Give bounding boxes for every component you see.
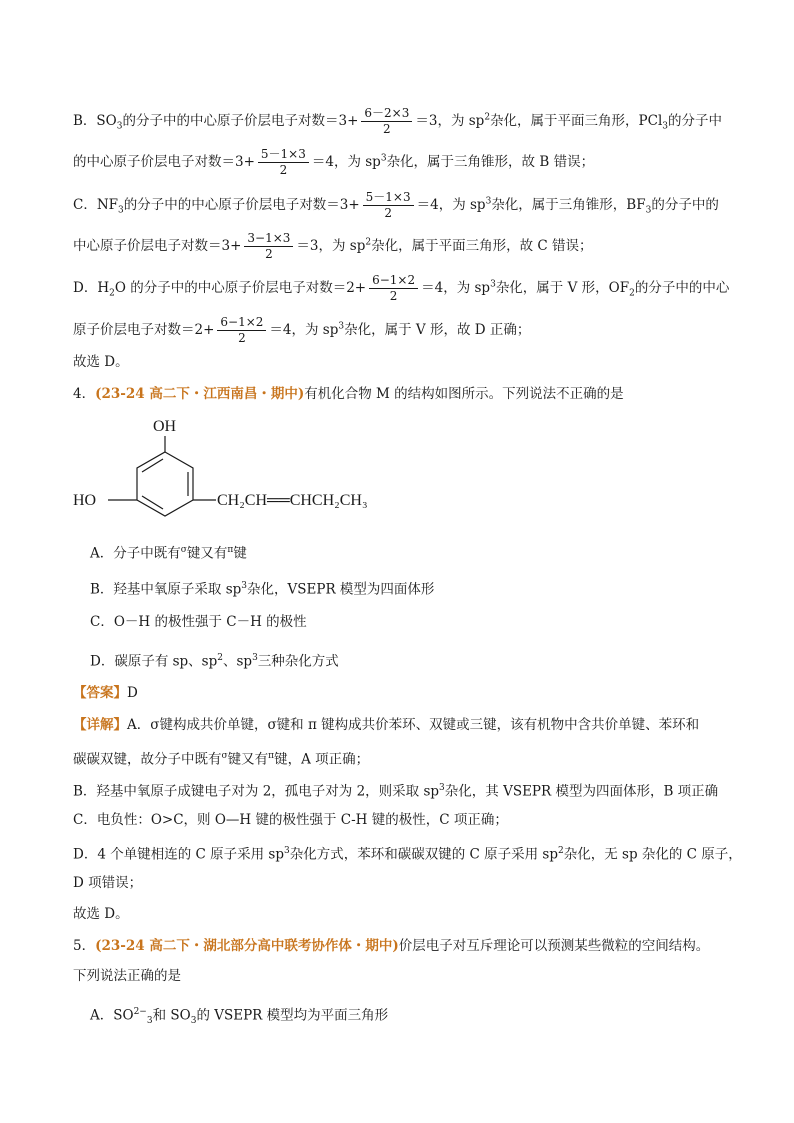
line-c1: C．$NF_3$的分子中的中心原子价层电子对数＝3+ $\frac{5-1\times 3}{2}$ ＝4，为 $sp^3$杂化，属于三角锥形，$BF_3$的分子中的: [73, 190, 719, 220]
explain-line-3: B．羟基中氧原子成键电子对为 2，孤电子对为 2，则采取 $sp^3$杂化，其 VSEPR 模型为四面体形，B 项正确: [73, 783, 719, 800]
source-tag: (23-24 高二下・江西南昌・期中): [95, 386, 305, 402]
fraction: $\frac{6-1\times 2}{2}$: [217, 315, 266, 346]
oh-left-label: HO: [73, 492, 97, 509]
explain-line-6: D 项错误；: [73, 875, 143, 891]
side-chain-label: CH₂CH══CHCH₂CH₃: [217, 492, 368, 509]
fraction: $\frac{6-1\times 2}{2}$: [369, 273, 418, 304]
fraction: $\frac{6-2\times 3}{2}$: [361, 106, 412, 137]
benzene-ring: [137, 452, 193, 516]
question-5: 5．(23-24 高二下・湖北部分高中联考协作体・期中)价层电子对互斥理论可以预测某些微粒的空间结构。: [73, 938, 710, 954]
option-4a: A．分子中既有$^\sigma$键又有$^\pi$键: [90, 545, 247, 562]
line-b1: B．$SO_3$的分子中的中心原子价层电子对数＝3+ $\frac{6-2\times 3}{2}$ ＝3，为 $sp^2$杂化，属于平面三角形，PCl$_3$的分子中: [73, 106, 723, 136]
answer-4-final: 故选 D。: [73, 906, 129, 922]
line-c2: 中心原子价层电子对数＝3+ $\frac{3-1\times 3}{2}$ ＝3，为 $sp^2$杂化，属于平面三角形，故 C 错误；: [73, 231, 593, 261]
line-b2: 的中心原子价层电子对数＝3+ $\frac{5-1\times 3}{2}$ ＝4，为 $sp^3$杂化，属于三角锥形，故 B 错误；: [73, 147, 595, 177]
explain-line-1: 【详解】A．σ键构成共价单键，σ键和 π 键构成共价苯环、双键或三键，该有机物中含共价单键、苯环和: [73, 717, 700, 733]
line-d2: 原子价层电子对数＝2+ $\frac{6-1\times 2}{2}$ ＝4，为 $sp^3$杂化，属于 V 形，故 D 正确；: [73, 315, 531, 345]
explain-line-4: C．电负性：O>C，则 O—H 键的极性强于 C-H 键的极性，C 项正确；: [73, 812, 508, 828]
fraction: $\frac{5-1\times 3}{2}$: [363, 190, 414, 221]
option-4c: C．O－H 的极性强于 C－H 的极性: [90, 614, 307, 630]
answer-line: 故选 D。: [73, 354, 129, 370]
question-4: 4．(23-24 高二下・江西南昌・期中)有机化合物 M 的结构如图所示。下列说法不正确的是: [73, 386, 624, 402]
molecule-structure: [70, 412, 410, 530]
explain-line-5: D．4 个单键相连的 C 原子采用 $sp^3$杂化方式，苯环和碳碳双键的 C 原子采用 $sp^2$杂化，无 sp 杂化的 C 原子，: [73, 846, 742, 863]
line-d1: D．$H_2O$ 的分子中的中心原子价层电子对数＝2+ $\frac{6-1\times 2}{2}$ ＝4，为 $sp^3$杂化，属于 V 形，$OF_2$的分子中的中心: [73, 273, 730, 303]
explain-line-2: 碳碳双键，故分子中既有$^\sigma$键又有$^\pi$键，A 项正确；: [73, 751, 370, 768]
question-5-line2: 下列说法正确的是: [73, 968, 181, 984]
option-4d: D．碳原子有 sp、$sp^2$、$sp^3$三种杂化方式: [90, 653, 339, 670]
oh-top-label: OH: [153, 418, 177, 435]
option-4b: B．羟基中氧原子采取 $sp^3$杂化，VSEPR 模型为四面体形: [90, 581, 435, 598]
fraction: $\frac{3-1\times 3}{2}$: [244, 231, 293, 262]
fraction: $\frac{5-1\times 3}{2}$: [258, 147, 309, 178]
answer-4: 【答案】D: [73, 685, 138, 701]
option-5a: A．$SO^{2-}_3$和 $SO_3$的 VSEPR 模型均为平面三角形: [90, 1007, 389, 1027]
source-tag: (23-24 高二下・湖北部分高中联考协作体・期中): [95, 938, 399, 954]
